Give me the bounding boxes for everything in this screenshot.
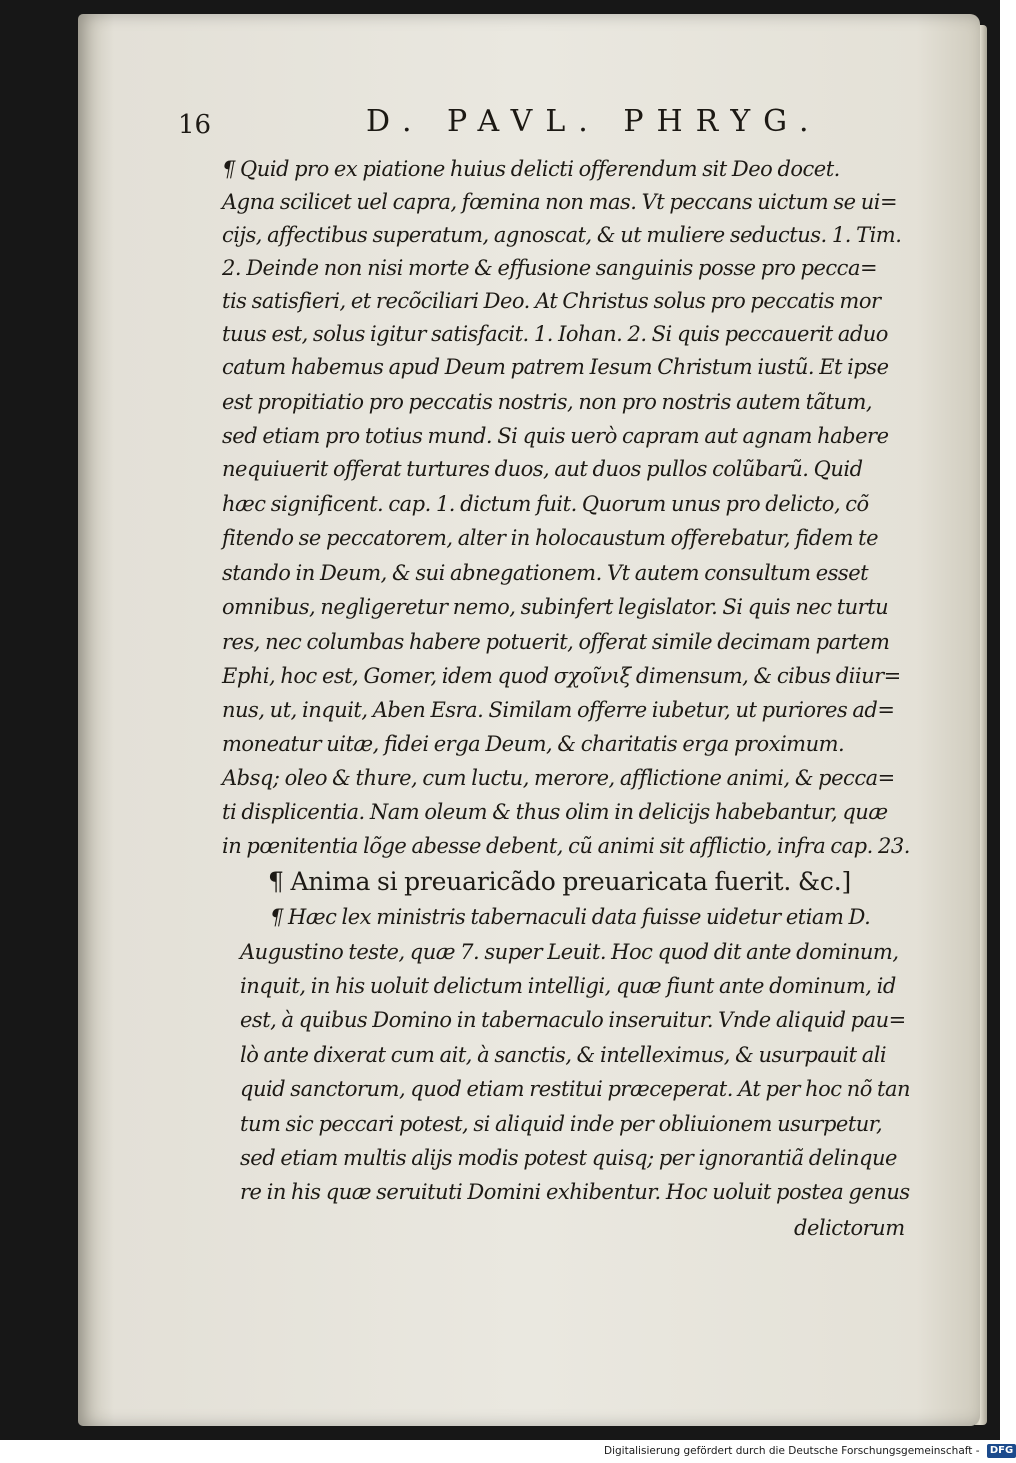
text-line: Ephi, hoc est, Gomer, idem quod σχοῖνιξ dimensum, & cibus diiur= [222,664,901,688]
text-line: res, nec columbas habere potuerit, offerat simile decimam partem [222,630,890,654]
text-line: moneatur uitæ, fidei erga Deum, & charitatis erga proximum. [222,732,845,756]
text-line: sed etiam multis alijs modis potest quisq; per ignorantiã delinque [240,1146,897,1170]
text-line: Agna scilicet uel capra, fœmina non mas. Vt peccans uictum se ui= [222,190,898,214]
text-line: 2. Deinde non nisi morte & effusione sanguinis posse pro pecca= [222,256,878,280]
text-line: re in his quæ seruituti Domini exhibentur. Hoc uoluit postea genus [240,1180,910,1204]
text-line: sed etiam pro totius mund. Si quis uerò capram aut agnam habere [222,424,889,448]
running-head: D. PAVL. PHRYG. [366,104,822,139]
dfg-logo: DFG [987,1444,1016,1458]
text-line: nequiuerit offerat turtures duos, aut duos pullos colũbarũ. Quid [222,457,863,481]
text-line: omnibus, negligeretur nemo, subinfert legislator. Si quis nec turtu [222,595,889,619]
credit-text: Digitalisierung gefördert durch die Deutsche Forschungsgemeinschaft - [604,1445,980,1457]
text-line: ti displicentia. Nam oleum & thus olim in delicijs habebantur, quæ [222,800,888,824]
text-line: Absq; oleo & thure, cum luctu, merore, afflictione animi, & pecca= [222,766,895,790]
page-number: 16 [178,110,212,140]
text-line: est propitiatio pro peccatis nostris, non pro nostris autem tãtum, [222,390,873,414]
text-line: tuus est, solus igitur satisfacit. 1. Iohan. 2. Si quis peccauerit aduo [222,322,888,346]
catchword: delictorum [794,1216,905,1240]
text-line: quid sanctorum, quod etiam restitui præceperat. At per hoc nõ tan [240,1077,911,1101]
text-line: tum sic peccari potest, si aliquid inde per obliuionem usurpetur, [240,1112,883,1136]
text-line: tis satisfieri, et recõciliari Deo. At Christus solus pro peccatis mor [222,289,881,313]
digitization-credit [604,1440,1014,1463]
text-line: ¶ Quid pro ex piatione huius delicti offerendum sit Deo docet. [222,157,840,181]
text-line: catum habemus apud Deum patrem Iesum Christum iustũ. Et ipse [222,355,889,379]
section-heading: ¶ Anima si preuaricãdo preuaricata fuerit. &c.] [268,867,852,896]
text-line: Augustino teste, quæ 7. super Leuit. Hoc quod dit ante dominum, [240,940,899,964]
text-line: nus, ut, inquit, Aben Esra. Similam offerre iubetur, ut puriores ad= [222,698,895,722]
text-line: fitendo se peccatorem, alter in holocaustum offerebatur, fidem te [222,526,879,550]
text-line: in pœnitentia lõge abesse debent, cũ animi sit afflictio, infra cap. 23. [222,834,910,858]
text-line: hæc significent. cap. 1. dictum fuit. Quorum unus pro delicto, cõ [222,492,869,516]
text-line: stando in Deum, & sui abnegationem. Vt autem consultum esset [222,561,869,585]
text-line: cijs, affectibus superatum, agnoscat, & ut muliere seductus. 1. Tim. [222,223,902,247]
text-line: inquit, in his uoluit delictum intelligi, quæ fiunt ante dominum, id [240,974,896,998]
text-line: est, à quibus Domino in tabernaculo inseruitur. Vnde aliquid pau= [240,1008,906,1032]
text-line: ¶ Hæc lex ministris tabernaculi data fuisse uidetur etiam D. [270,905,871,929]
text-line: lò ante dixerat cum ait, à sanctis, & intelleximus, & usurpauit ali [240,1043,887,1067]
